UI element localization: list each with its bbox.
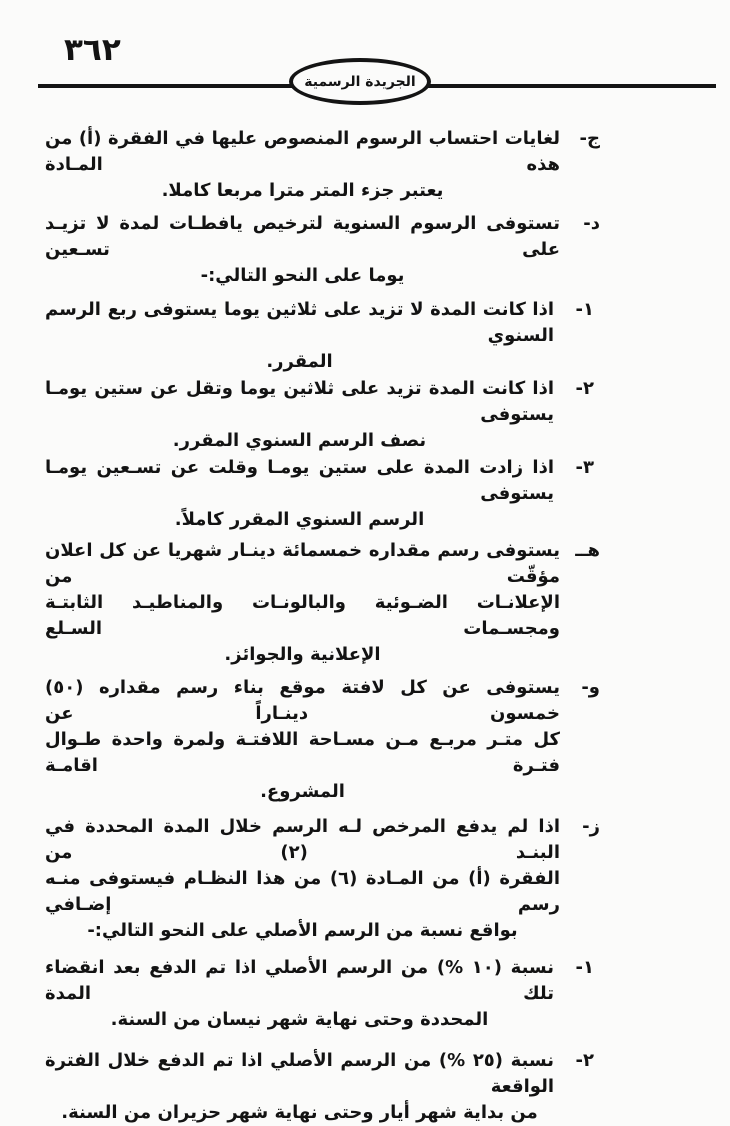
text-line: اذا كانت المدة لا تزيد على ثلاثين يوما يستوفى ربع الرسم السنوي [45,299,554,346]
clause-paragraph [45,814,600,944]
text-line: المشروع. [260,781,345,802]
text-line: الفقرة (أ) من المـادة (٦) من هذا النظـام فيستوفى منـه رسم إضـافي [45,868,560,915]
paragraph-marker: ج- [579,128,600,149]
text-line: تستوفى الرسوم السنوية لترخيص يافطـات لمدة لا تزيـد على تسـعين [45,213,560,260]
text-line: نسبة (٢٥ %) من الرسم الأصلي اذا تم الدفع خلال الفترة الواقعة [45,1050,554,1097]
text-line: بواقع نسبة من الرسم الأصلي على النحو التالي:- [87,920,518,941]
paragraph-marker: ز- [582,816,600,837]
text-line: نصف الرسم السنوي المقرر. [172,430,427,451]
text-line: المحددة وحتى نهاية شهر نيسان من السنة. [110,1009,489,1030]
paragraph-marker: ١- [575,299,594,320]
text-line: من بداية شهر أيار وحتى نهاية شهر حزيران من السنة. [61,1102,538,1123]
text-line: الإعلانـات الضـوئية والبالونـات والمناطيـد الثابتـة ومجسـمات السـلع [45,592,560,639]
text-line: اذا زادت المدة على ستين يومـا وقلت عن تسـعين يومـا يستوفى [45,457,554,504]
text-line: الرسم السنوي المقرر كاملاً. [174,509,425,530]
paragraph-marker: ٢- [575,1050,594,1071]
text-line: الإعلانية والجوائز. [224,644,381,665]
paragraph-marker: هــ [575,540,600,561]
clause-paragraph [45,675,600,805]
list-item [45,1048,600,1126]
text-line: يستوفى عن كل لافتة موقع بناء رسم مقداره (٥٠) خمسون دينـاراً عن [45,677,560,724]
list-item [45,297,600,375]
paragraph-marker: و- [581,677,600,698]
paragraph-marker: ٣- [575,457,594,478]
text-line: يعتبر جزء المتر مترا مربعا كاملا. [161,180,444,201]
text-line: كل متـر مربـع مـن مسـاحة اللافتـة ولمرة واحدة طـوال فتـرة اقامـة [45,729,560,776]
gazette-title-ellipse [289,58,431,105]
paragraph-marker: د- [583,213,600,234]
gazette-title: الجريدة الرسمية [304,73,416,90]
clause-paragraph [45,538,600,668]
paragraph-marker: ١- [575,957,594,978]
page-number: ٣٦٢ [64,32,121,68]
text-line: يستوفى رسم مقداره خمسمائة دينـار شهريا عن كل اعلان مؤقّت من [45,540,560,587]
text-line: اذا كانت المدة تزيد على ثلاثين يوما وتقل عن ستين يومـا يستوفى [45,378,554,425]
text-line: نسبة (١٠ %) من الرسم الأصلي اذا تم الدفع بعد انقضاء تلك المدة [45,957,554,1004]
content-area [45,126,600,1126]
paragraph-marker: ٢- [575,378,594,399]
text-line: لغايات احتساب الرسوم المنصوص عليها في الفقرة (أ) من هذه المـادة [45,128,560,175]
clause-paragraph [45,211,600,289]
list-item [45,955,600,1033]
list-item [45,455,600,533]
text-line: يوما على النحو التالي:- [200,265,405,286]
text-line: المقرر. [266,351,333,372]
text-line: اذا لم يدفع المرخص لـه الرسم خلال المدة المحددة في البنـد (٢) من [45,816,560,863]
clause-paragraph [45,126,600,204]
list-item [45,376,600,454]
